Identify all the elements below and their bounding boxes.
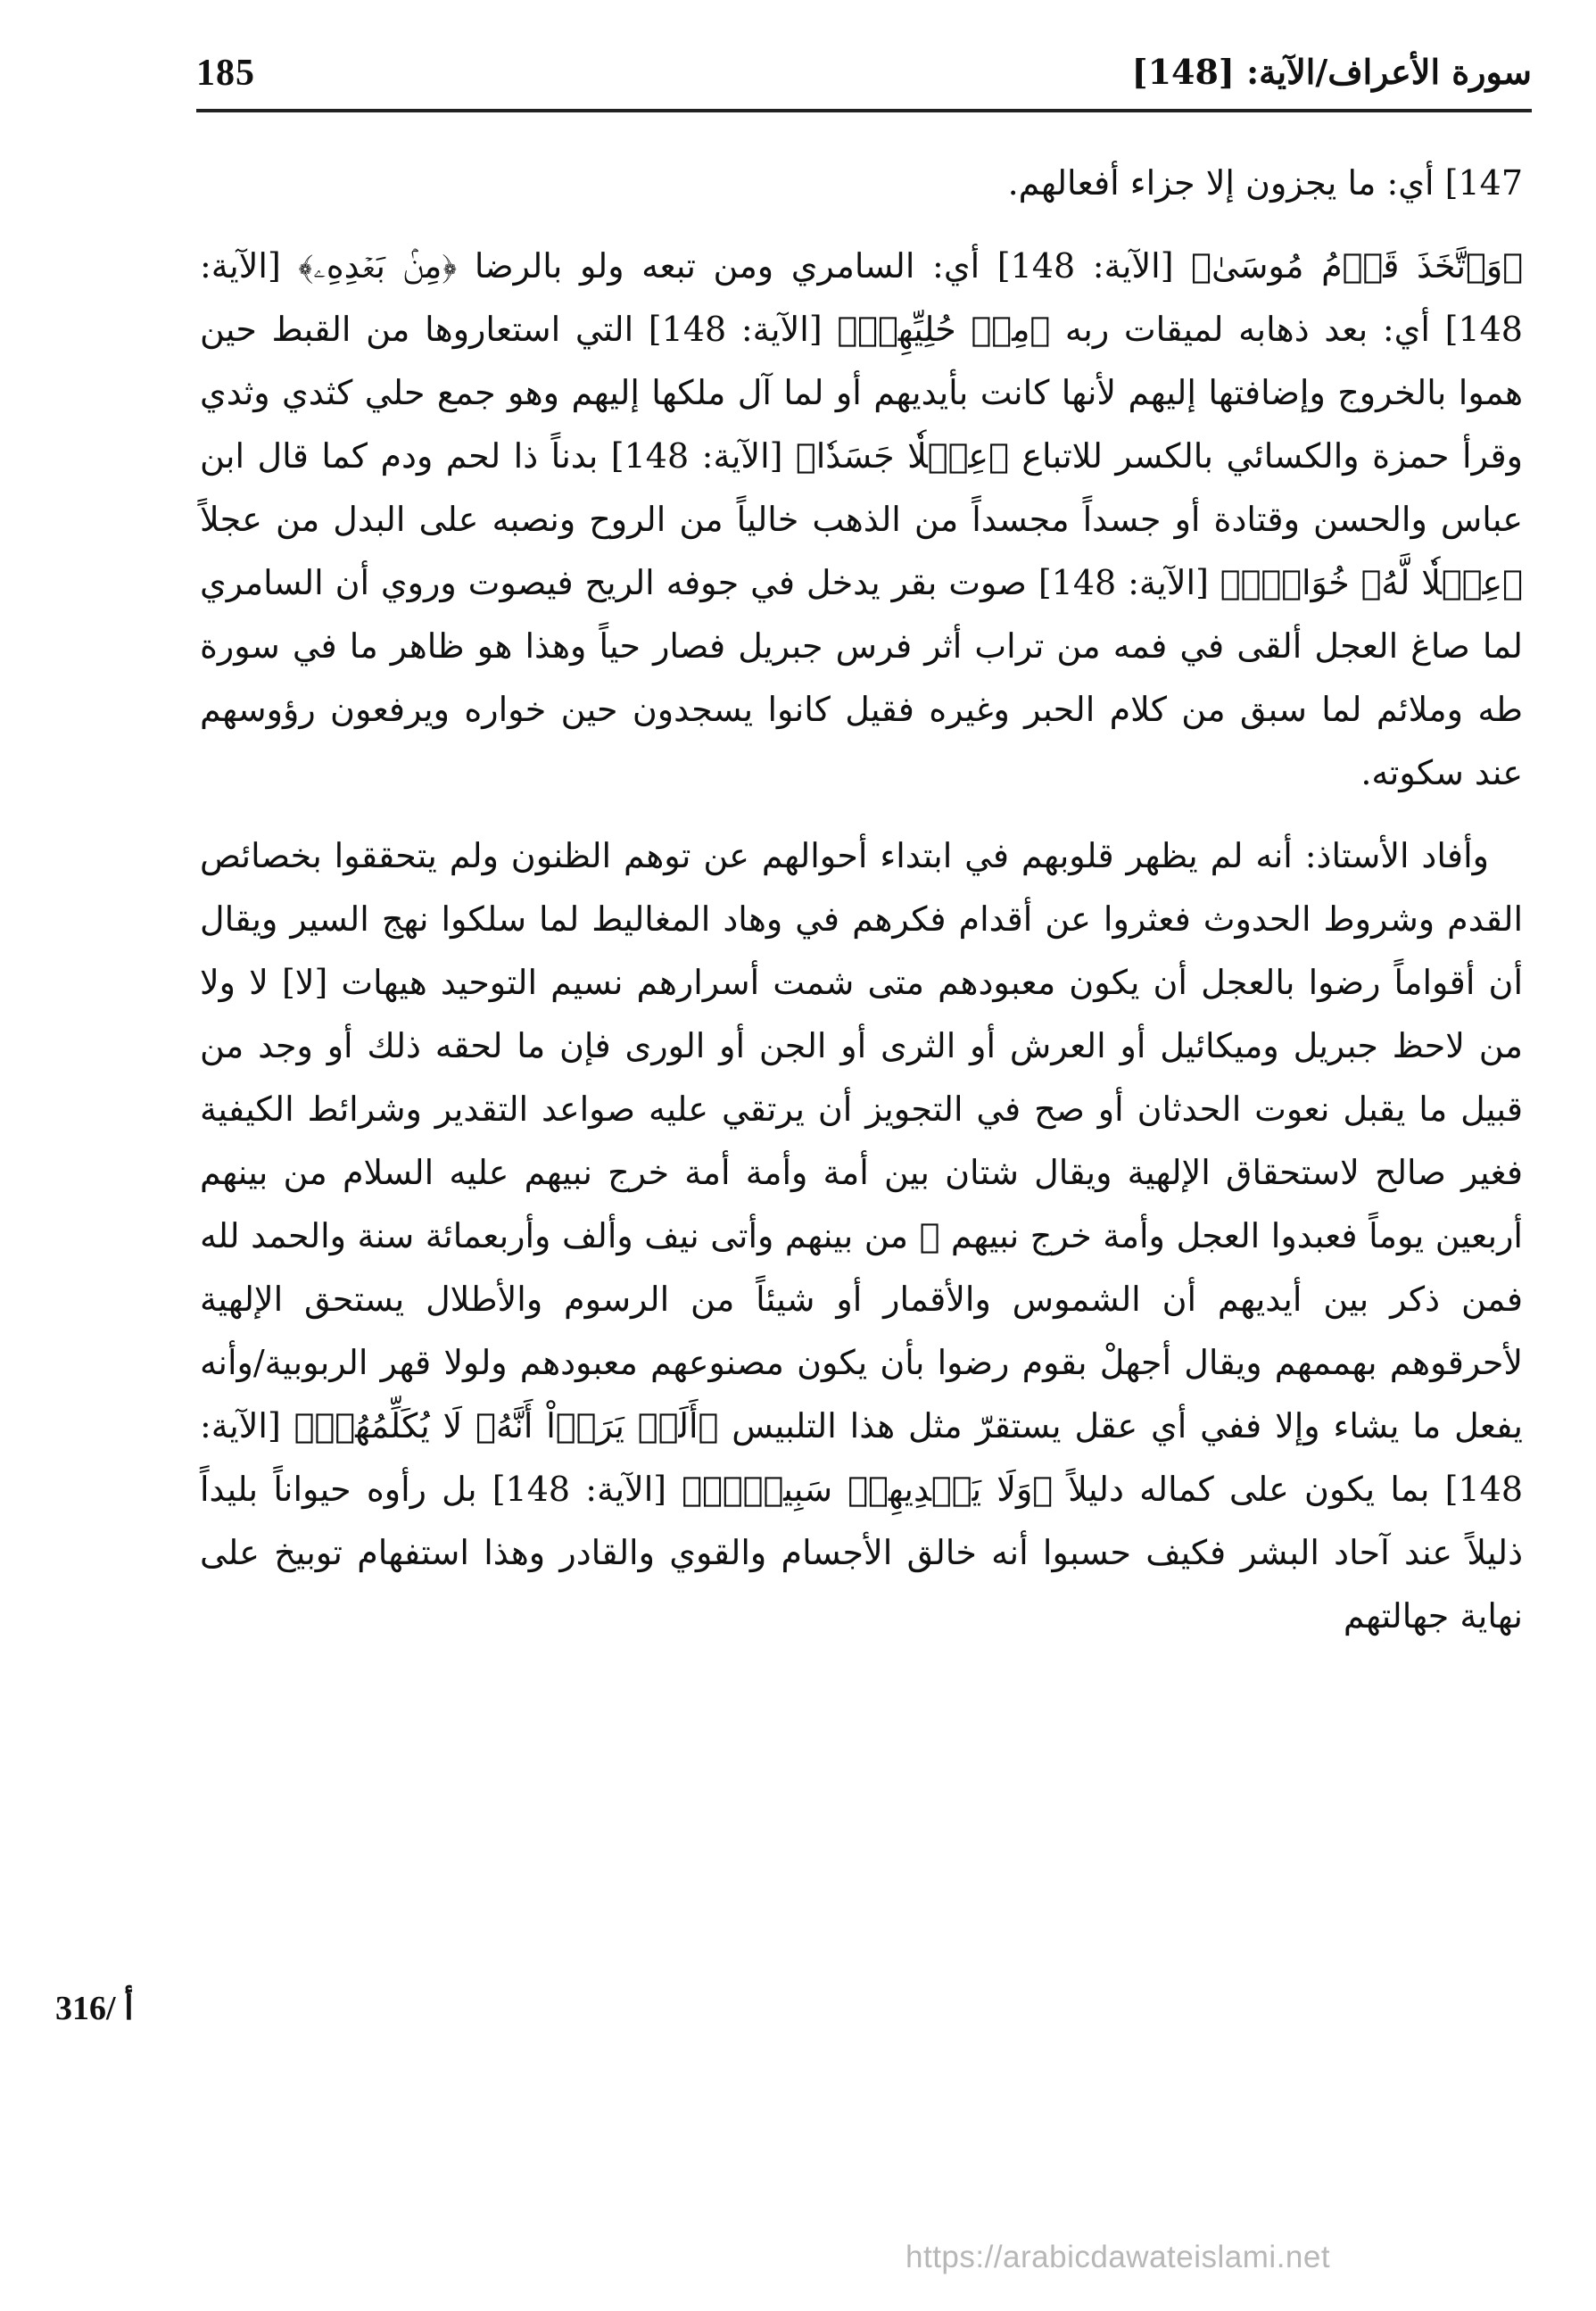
running-title: سورة الأعراف/الآية: [148] <box>1131 52 1532 92</box>
website-watermark: https://arabicdawateislami.net <box>906 2240 1331 2274</box>
page-header <box>196 52 1532 116</box>
manuscript-folio-note: 316/ أ <box>55 1990 134 2027</box>
page-number: 185 <box>196 53 255 94</box>
paragraph-verse-148-commentary: ﴿وَٱتَّخَذَ قَوۡمُ مُوسَىٰ﴾ [الآية: 148] أي: السامري ومن تبعه ولو بالرضا ﴿مِنۢ بَعۡدِهِۦ﴾ [الآية: 148] أي: بعد ذهابه لميقات ربه ﴿مِنۡ حُلِيِّهِمۡ﴾ [الآية: 148] التي استعاروها من القبط حين هموا بالخروج وإضافتها إليهم لأنها كانت بأيديهم أو لما آل ملكها إليهم وهو جمع حلي كثدي وثدي وقرأ حمزة والكسائي بالكسر للاتباع ﴿عِجۡلٗا جَسَدٗا﴾ [الآية: 148] بدناً ذا لحم ودم كما قال ابن عباس والحسن وقتادة أو جسداً مجسداً من الذهب خالياً من الروح ونصبه على البدل من عجلاً ﴿عِجۡلٗا لَّهُۥ خُوَارٌۚ﴾ [الآية: 148] صوت بقر يدخل في جوفه الريح فيصوت وروي أن السامري لما صاغ العجل ألقى في فمه من تراب أثر فرس جبريل فصار حياً وهذا هو ظاهر ما في سورة طه وملائم لما سبق من كلام الحبر وغيره فقيل كانوا يسجدون حين خواره ويرفعون رؤوسهم عند سكوته. <box>200 246 1524 792</box>
header-rule <box>196 109 1532 112</box>
paragraph-verse-147-end: 147] أي: ما يجزون إلا جزاء أفعالهم. <box>1007 163 1523 203</box>
paragraph-ustadh-reflection: وأفاد الأستاذ: أنه لم يظهر قلوبهم في ابتداء أحوالهم عن توهم الظنون ولم يتحققوا بخصائص القدم وشروط الحدوث فعثروا عن أقدام فكرهم في وهاد المغاليط لما سلكوا نهج السير ويقال أن أقواماً رضوا بالعجل أن يكون معبودهم متى شمت أسرارهم نسيم التوحيد هيهات [لا] لا ولا من لاحظ جبريل وميكائيل أو العرش أو الثرى أو الجن أو الورى فإن ما لحقه ذلك أو وجد من قبيل ما يقبل نعوت الحدثان أو صح في التجويز أن يرتقي عليه صواعد التقدير وشرائط الكيفية فغير صالح لاستحقاق الإلهية ويقال شتان بين أمة وأمة أمة خرج نبيهم عليه السلام من بينهم أربعين يوماً فعبدوا العجل وأمة خرج نبيهم ﷺ من بينهم وأتى نيف وألف وأربعمائة سنة والحمد لله فمن ذكر بين أيديهم أن الشموس والأقمار أو شيئاً من الرسوم والأطلال يستحق الإلهية لأحرقوهم بهممهم ويقال أجهلْ بقوم رضوا بأن يكون مصنوعهم معبودهم ولولا قهر الربوبية/وأنه يفعل ما يشاء وإلا ففي أي عقل يستقرّ مثل هذا التلبيس ﴿أَلَمۡ يَرَوۡاْ أَنَّهُۥ لَا يُكَلِّمُهُمۡ﴾ [الآية: 148] بما يكون على كماله دليلاً ﴿وَلَا يَهۡدِيهِمۡ سَبِيلًاۘ﴾ [الآية: 148] بل رأوه حيواناً بليداً ذليلاً عند آحاد البشر فكيف حسبوا أنه خالق الأجسام والقوي والقادر وهذا استفهام توبيخ على نهاية جهالتهم <box>200 836 1523 1636</box>
main-text <box>200 152 1523 1648</box>
